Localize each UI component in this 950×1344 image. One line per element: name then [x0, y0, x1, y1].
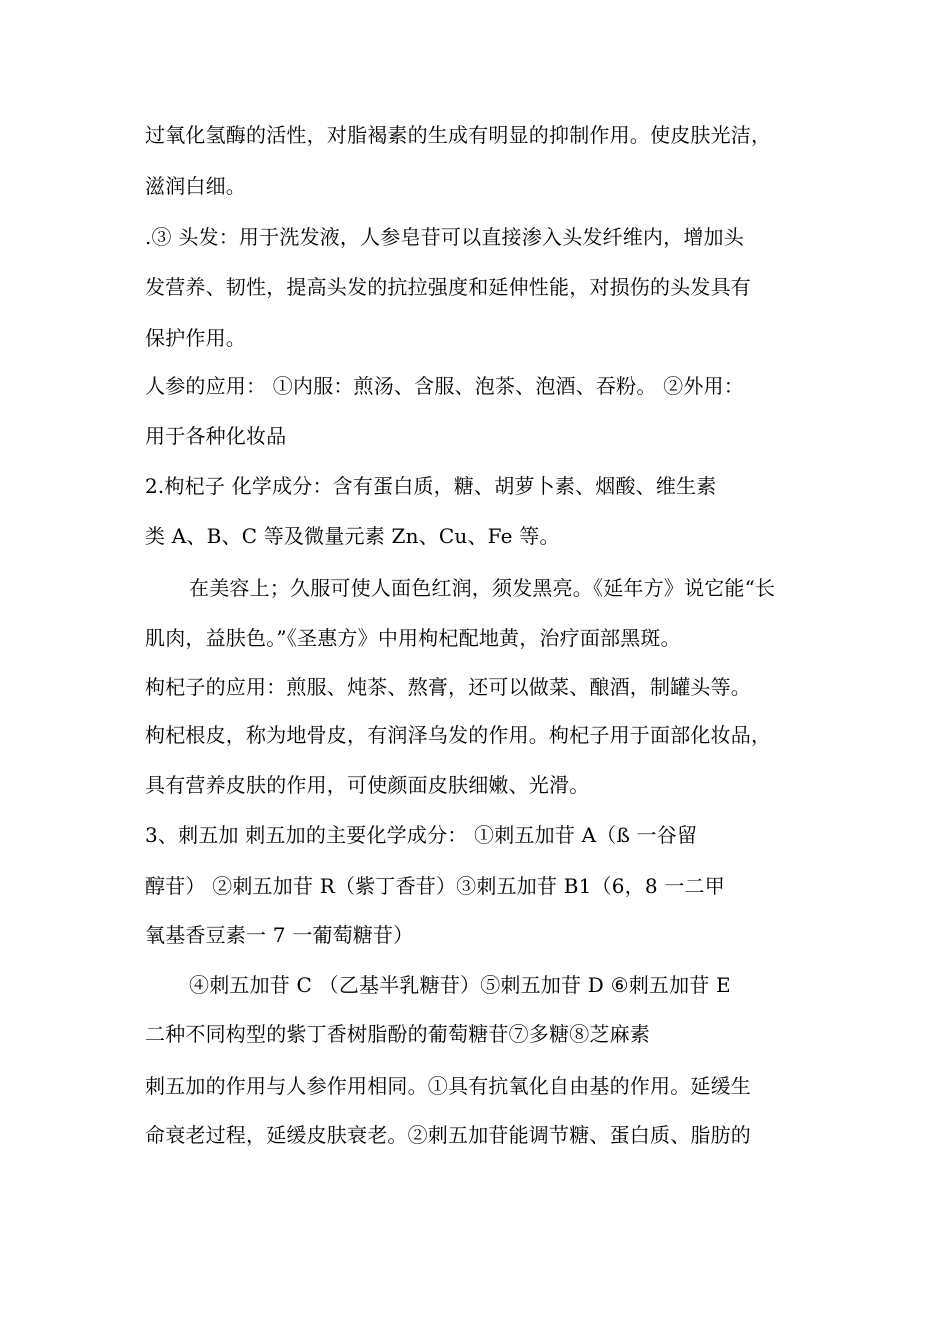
text-line-8: 2.枸杞子 化学成分：含有蛋白质，糖、胡萝卜素、烟酸、维生素	[145, 474, 717, 498]
text-line-15: 3、刺五加 刺五加的主要化学成分： ①刺五加苷 A（ß 一谷留	[145, 823, 698, 847]
text-line-18: ④刺五加苷 C （乙基半乳糖苷）⑤刺五加苷 D ⑥刺五加苷 E	[189, 973, 731, 997]
text-line-11: 肌肉，益肤色。”《圣惠方》中用枸杞配地黄，治疗面部黑斑。	[145, 626, 681, 650]
text-line-10: 在美容上；久服可使人面色红润，须发黑亮。《延年方》说它能“长	[189, 576, 776, 600]
text-line-19: 二种不同构型的紫丁香树脂酚的葡萄糖苷⑦多糖⑧芝麻素	[145, 1022, 650, 1046]
text-line-16: 醇苷） ②刺五加苷 R（紫丁香苷）③刺五加苷 B1（6，8 一二甲	[145, 874, 725, 898]
text-line-20: 刺五加的作用与人参作用相同。①具有抗氧化自由基的作用。延缓生	[145, 1074, 751, 1098]
text-line-7: 用于各种化妆品	[145, 424, 287, 448]
text-line-12: 枸杞子的应用：煎服、炖茶、熬膏，还可以做菜、酿酒，制罐头等。	[145, 675, 751, 699]
text-line-21: 命衰老过程，延缓皮肤衰老。②刺五加苷能调节糖、蛋白质、脂肪的	[145, 1123, 751, 1147]
text-line-17: 氧基香豆素一 7 一葡萄糖苷）	[145, 923, 414, 947]
text-line-4: 发营养、韧性，提高头发的抗拉强度和延伸性能，对损伤的头发具有	[145, 275, 751, 299]
text-line-9: 类 A、B、C 等及微量元素 Zn、Cu、Fe 等。	[145, 524, 560, 548]
text-line-3: .③ 头发：用于洗发液，人参皂苷可以直接渗入头发纤维内，增加头	[145, 225, 744, 249]
text-line-2: 滋润白细。	[145, 174, 246, 198]
text-line-5: 保护作用。	[145, 326, 246, 350]
text-line-13: 枸杞根皮，称为地骨皮，有润泽乌发的作用。枸杞子用于面部化妆品，	[145, 723, 772, 747]
text-line-14: 具有营养皮肤的作用，可使颜面皮肤细嫩、光滑。	[145, 773, 590, 797]
text-line-6: 人参的应用： ①内服：煎汤、含服、泡茶、泡酒、吞粉。 ②外用：	[145, 374, 744, 398]
text-line-1: 过氧化氢酶的活性，对脂褐素的生成有明显的抑制作用。使皮肤光洁，	[145, 123, 772, 147]
